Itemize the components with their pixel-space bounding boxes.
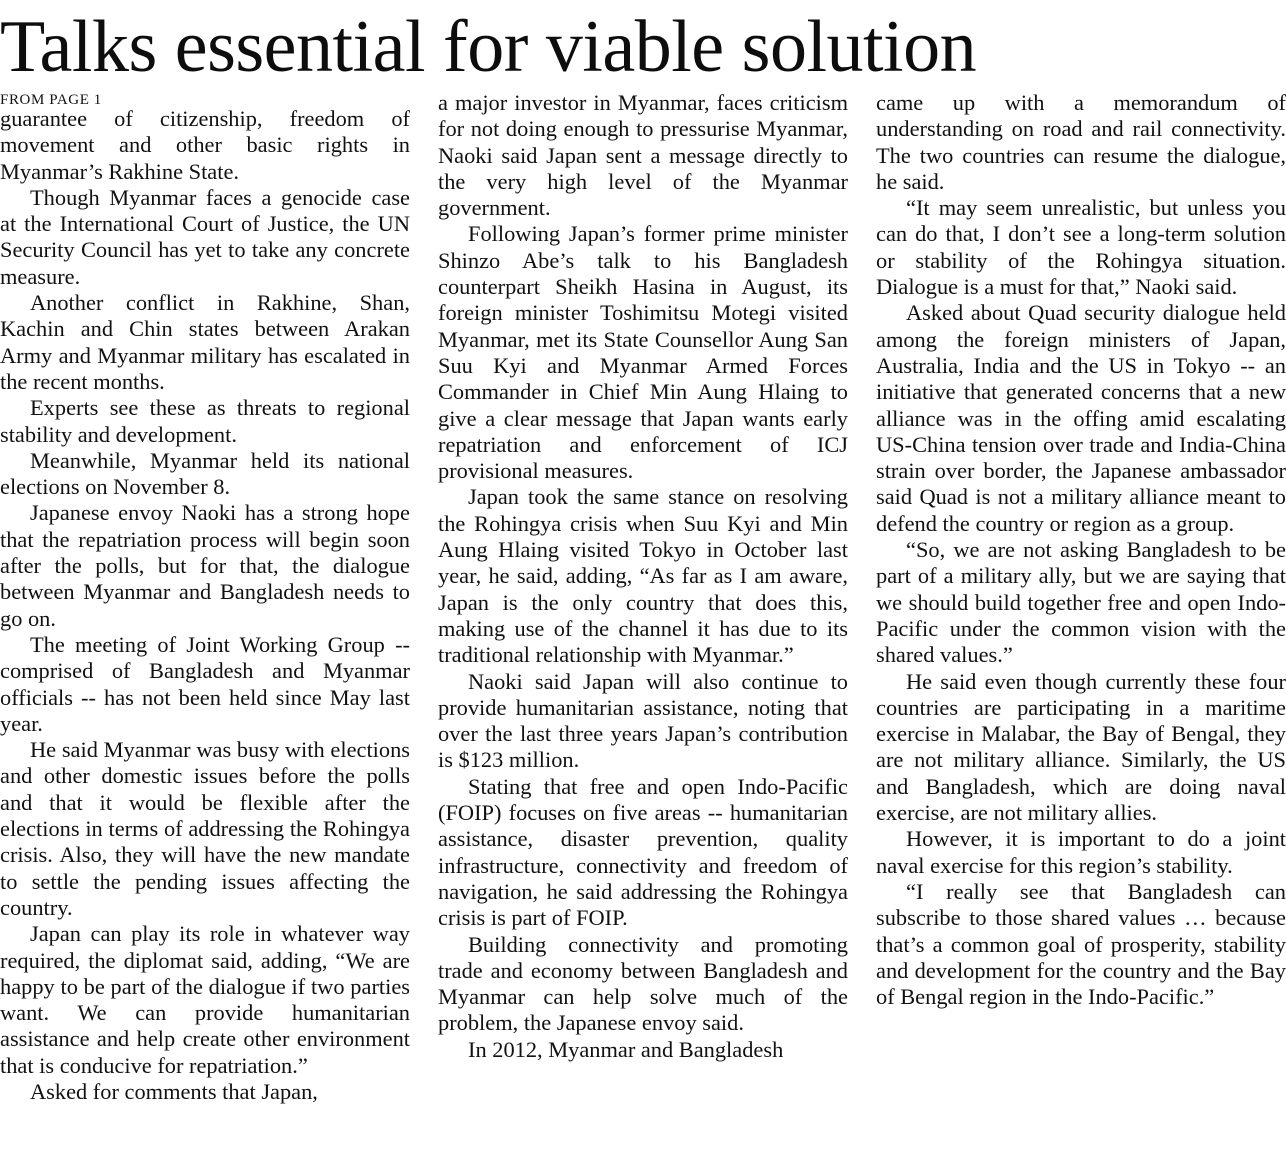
article-column-1 bbox=[0, 90, 410, 1105]
paragraph: Though Myanmar faces a genocide case at the International Court of Justice, the UN Security Council has yet to take any concrete measure. bbox=[0, 184, 410, 289]
paragraph: In 2012, Myanmar and Bangladesh bbox=[468, 1036, 784, 1062]
paragraph: Asked about Quad security dialogue held among the foreign ministers of Japan, Australia, India and the US in Tokyo -- an initiative that generated concerns that a new alliance was in the offing amid escalating US-China tension over trade and India-China strain over border, the Japanese ambassador said Quad is not a military alliance meant to defend the country or region as a group. bbox=[876, 300, 1286, 536]
paragraph: “So, we are not asking Bangladesh to be part of a military ally, but we are saying that we should build together free and open Indo-Pacific under the common vision with the shared values.” bbox=[876, 537, 1286, 668]
article-column-3 bbox=[876, 90, 1286, 1010]
paragraph: Naoki said Japan will also continue to provide humanitarian assistance, noting that over the last three years Japan’s contribution is $123 million. bbox=[438, 668, 848, 773]
paragraph: came up with a memorandum of understanding on road and rail connectivity. The two countries can resume the dialogue, he said. bbox=[876, 90, 1286, 194]
paragraph: Experts see these as threats to regional stability and development. bbox=[0, 395, 410, 447]
paragraph: Another conflict in Rakhine, Shan, Kachin and Chin states between Arakan Army and Myanmar military has escalated in the recent months. bbox=[0, 290, 410, 394]
paragraph: Building connectivity and promoting trade and economy between Bangladesh and Myanmar can help solve much of the problem, the Japanese envoy said. bbox=[438, 931, 848, 1036]
paragraph: Meanwhile, Myanmar held its national elections on November 8. bbox=[0, 447, 410, 500]
paragraph: He said even though currently these four countries are participating in a maritime exercise in Malabar, the Bay of Bengal, they are not military alliance. Similarly, the US and Bangladesh, which are doing naval exercise, are not military allies. bbox=[876, 668, 1286, 826]
article-headline: Talks essential for viable solution bbox=[0, 6, 977, 88]
paragraph: Japan can play its role in whatever way required, the diplomat said, adding, “We are happy to be part of the dialogue if two parties want. We can provide humanitarian assistance and help create other environment that is conducive for repatriation.” bbox=[0, 921, 410, 1078]
continuation-kicker: FROM PAGE 1 bbox=[0, 92, 102, 108]
paragraph: Following Japan’s former prime minister Shinzo Abe’s talk to his Bangladesh counterpart Sheikh Hasina in August, its foreign minister Toshimitsu Motegi visited Myanmar, met its State Counsellor Aung San Suu Kyi and Myanmar Armed Forces Commander in Chief Min Aung Hlaing to give a clear message that Japan wants early repatriation and enforcement of ICJ provisional measures. bbox=[438, 221, 848, 484]
paragraph: Japanese envoy Naoki has a strong hope that the repatriation process will begin soon after the polls, but for that, the dialogue between Myanmar and Bangladesh needs to go on. bbox=[0, 500, 410, 631]
paragraph: However, it is important to do a joint naval exercise for this region’s stability. bbox=[876, 826, 1286, 878]
paragraph: The meeting of Joint Working Group -- comprised of Bangladesh and Myanmar officials -- has not been held since May last year. bbox=[0, 631, 410, 736]
paragraph: guarantee of citizenship, freedom of movement and other basic rights in Myanmar’s Rakhine State. bbox=[0, 106, 410, 184]
paragraph: Asked for comments that Japan, bbox=[30, 1078, 318, 1104]
paragraph: “I really see that Bangladesh can subscribe to those shared values … because that’s a common goal of prosperity, stability and development for the country and the Bay of Bengal region in the Indo-Pacific.” bbox=[876, 878, 1286, 1010]
paragraph: a major investor in Myanmar, faces criticism for not doing enough to pressurise Myanmar, Naoki said Japan sent a message directly to the very high level of the Myanmar government. bbox=[438, 90, 848, 221]
paragraph: Japan took the same stance on resolving the Rohingya crisis when Suu Kyi and Min Aung Hlaing visited Tokyo in October last year, he said, adding, “As far as I am aware, Japan is the only country that does this, making use of the channel it has due to its traditional relationship with Myanmar.” bbox=[438, 484, 848, 668]
paragraph: “It may seem unrealistic, but unless you can do that, I don’t see a long-term solution or stability of the Rohingya situation. Dialogue is a must for that,” Naoki said. bbox=[876, 195, 1286, 300]
paragraph: He said Myanmar was busy with elections and other domestic issues before the polls and that it would be flexible after the elections in terms of addressing the Rohingya crisis. Also, they will have the new mandate to settle the pending issues affecting the country. bbox=[0, 737, 410, 920]
paragraph: Stating that free and open Indo-Pacific (FOIP) focuses on five areas -- humanitarian assistance, disaster prevention, quality infrastructure, connectivity and freedom of navigation, he said addressing the Rohingya crisis is part of FOIP. bbox=[438, 773, 848, 931]
article-column-2 bbox=[438, 90, 848, 1063]
